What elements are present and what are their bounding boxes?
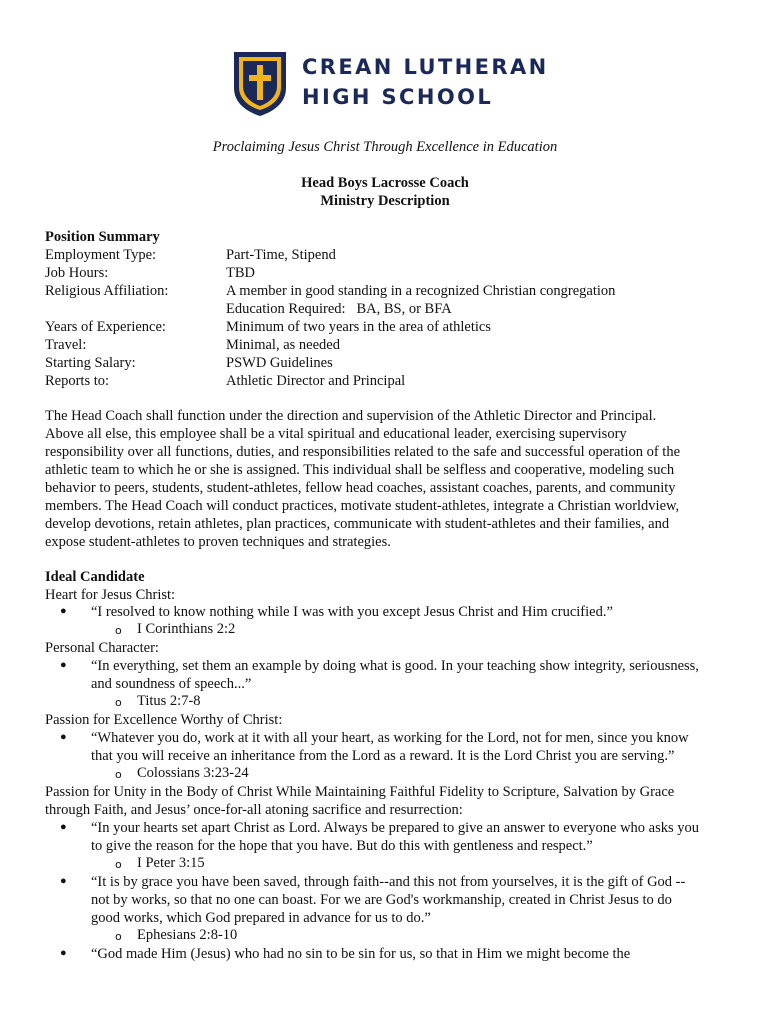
quote-line: and soundness of speech...” [91, 676, 252, 692]
bullet-icon: ● [60, 731, 67, 743]
paragraph-line: behavior to peers, students, student-athletes, fellow head coaches, assistant coaches, parents, and community [45, 480, 676, 496]
summary-label: Travel: [45, 337, 87, 353]
sub-bullet-icon: o [115, 768, 122, 781]
quote-line: “Whatever you do, work at it with all your heart, as working for the Lord, not for men, since you know [91, 730, 689, 746]
quote-line: “In your hearts set apart Christ as Lord. Always be prepared to give an answer to everyone who asks you [91, 820, 700, 836]
summary-label: Years of Experience: [45, 319, 166, 335]
summary-value: Minimal, as needed [226, 337, 340, 353]
ideal-candidate-heading: Ideal Candidate [45, 569, 145, 585]
scripture-quote [91, 729, 689, 765]
school-name-line2: HIGH SCHOOL [302, 85, 494, 109]
summary-value: TBD [226, 265, 255, 281]
sub-bullet-icon: o [115, 930, 122, 943]
section-label-line: through Faith, and Jesus’ once-for-all atoning sacrifice and resurrection: [45, 802, 463, 818]
summary-label: Reports to: [45, 373, 110, 389]
paragraph-line: Above all else, this employee shall be a vital spiritual and educational leader, exercising supervisory [45, 426, 627, 442]
summary-label: Starting Salary: [45, 355, 136, 371]
paragraph-line: members. The Head Coach will conduct practices, motivate student-athletes, integrate a Christian worldview, [45, 498, 680, 514]
sub-bullet-icon: o [115, 696, 122, 709]
document-subtitle: Ministry Description [320, 193, 450, 209]
cross-shield-icon [232, 50, 288, 118]
sub-bullet-icon: o [115, 624, 122, 637]
description-paragraph [45, 407, 735, 551]
summary-label: Religious Affiliation: [45, 283, 169, 299]
scripture-quote [91, 945, 630, 963]
paragraph-line: develop devotions, retain athletes, plan practices, communicate with student-athletes and their families, and [45, 516, 670, 532]
position-summary-heading: Position Summary [45, 229, 160, 245]
bullet-icon: ● [60, 875, 67, 887]
summary-value: Minimum of two years in the area of athletics [226, 319, 491, 335]
tagline: Proclaiming Jesus Christ Through Excellence in Education [212, 139, 558, 155]
school-logo [232, 50, 549, 120]
quote-line: “I resolved to know nothing while I was with you except Jesus Christ and Him crucified.” [91, 604, 613, 620]
bullet-icon: ● [60, 821, 67, 833]
scripture-quote [91, 873, 685, 927]
section-label: Heart for Jesus Christ: [45, 587, 176, 603]
school-name [302, 52, 549, 112]
paragraph-line: The Head Coach shall function under the direction and supervision of the Athletic Director and Principal. [45, 408, 657, 424]
summary-label: Employment Type: [45, 247, 157, 263]
quote-line: to give the reason for the hope that you have. But do this with gentleness and respect.” [91, 838, 593, 854]
quote-line: good works, which God prepared in advance for us to do.” [91, 910, 431, 926]
bullet-icon: ● [60, 659, 67, 671]
summary-label: Job Hours: [45, 265, 109, 281]
scripture-reference: Ephesians 2:8-10 [137, 927, 238, 943]
paragraph-line: responsibility over all functions, duties, and responsibilities related to the safe and successful operation of the [45, 444, 681, 460]
scripture-quote [91, 603, 613, 621]
summary-value: Part-Time, Stipend [226, 247, 336, 263]
summary-value: PSWD Guidelines [226, 355, 333, 371]
scripture-reference: Colossians 3:23-24 [137, 765, 249, 781]
quote-line: “God made Him (Jesus) who had no sin to be sin for us, so that in Him we might become the [91, 946, 631, 962]
quote-line: “It is by grace you have been saved, through faith--and this not from yourselves, it is the gift of God -- [91, 874, 686, 890]
section-label-line: Passion for Unity in the Body of Christ While Maintaining Faithful Fidelity to Scripture, Salvation by Grace [45, 784, 675, 800]
job-title: Head Boys Lacrosse Coach [301, 175, 469, 191]
scripture-quote [91, 819, 699, 855]
quote-line: that you will receive an inheritance from the Lord as a reward. It is the Lord Christ you are serving.” [91, 748, 675, 764]
quote-line: “In everything, set them an example by doing what is good. In your teaching show integrity, seriousness, [91, 658, 699, 674]
section-label: Personal Character: [45, 640, 159, 656]
scripture-reference: I Peter 3:15 [137, 855, 205, 871]
scripture-quote [91, 657, 699, 693]
bullet-icon: ● [60, 605, 67, 617]
quote-line: not by works, so that no one can boast. For we are God's workmanship, created in Christ Jesus to do [91, 892, 672, 908]
scripture-reference: Titus 2:7-8 [137, 693, 201, 709]
summary-value: Education Required: BA, BS, or BFA [226, 301, 452, 317]
section-label: Passion for Excellence Worthy of Christ: [45, 712, 283, 728]
sub-bullet-icon: o [115, 858, 122, 871]
paragraph-line: athletic team to which he or she is assigned. This individual shall be selfless and cooperative, modeling such [45, 462, 675, 478]
paragraph-line: expose student-athletes to proven techniques and strategies. [45, 534, 391, 550]
bullet-icon: ● [60, 947, 67, 959]
school-name-line1: CREAN LUTHERAN [302, 55, 549, 79]
section-label [45, 783, 735, 819]
summary-value: A member in good standing in a recognized Christian congregation [226, 283, 616, 299]
summary-value: Athletic Director and Principal [226, 373, 406, 389]
scripture-reference: I Corinthians 2:2 [137, 621, 236, 637]
